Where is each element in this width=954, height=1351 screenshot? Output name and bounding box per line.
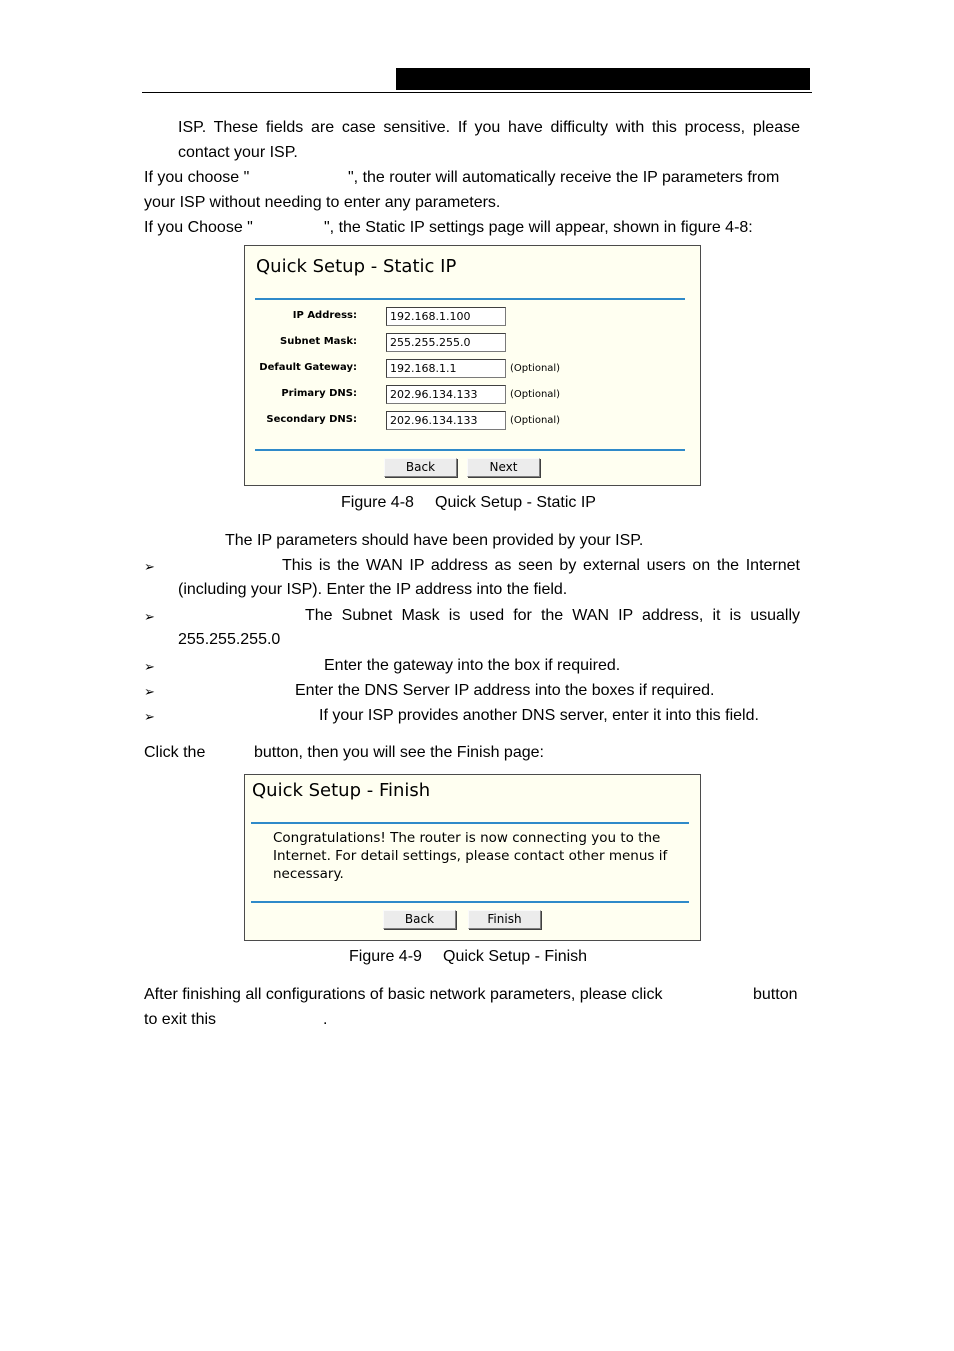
finish-button[interactable]: Finish <box>468 910 541 929</box>
divider <box>251 901 689 903</box>
bullet-arrow-icon: ➢ <box>144 709 155 724</box>
paragraph-line: button <box>753 986 798 1003</box>
finish-message <box>273 829 667 883</box>
figure-number: Figure 4-9 <box>349 948 422 965</box>
paragraph-line: ISP. These fields are case sensitive. If you have difficulty with this process, please <box>178 119 800 136</box>
optional-note: (Optional) <box>510 363 561 374</box>
optional-note: (Optional) <box>510 415 561 426</box>
subnet-mask-input[interactable]: 255.255.255.0 <box>386 333 506 352</box>
bullet-text: If your ISP provides another DNS server, enter it into this field. <box>319 707 759 724</box>
divider <box>255 449 685 451</box>
bullet-text: 255.255.255.0 <box>178 631 281 648</box>
paragraph-line: button, then you will see the Finish page: <box>254 744 544 761</box>
panel-title: Quick Setup - Finish <box>252 780 431 801</box>
next-button[interactable]: Next <box>467 458 540 477</box>
header-rule <box>142 92 812 93</box>
paragraph-line: your ISP without needing to enter any parameters. <box>144 194 501 211</box>
paragraph-line: ", the Static IP settings page will appear, shown in figure 4-8: <box>324 219 753 236</box>
default-gateway-label: Default Gateway: <box>259 362 357 373</box>
secondary-dns-input[interactable]: 202.96.134.133 <box>386 411 506 430</box>
ip-address-input[interactable]: 192.168.1.100 <box>386 307 506 326</box>
divider <box>255 298 685 300</box>
bullet-text: Enter the gateway into the box if required. <box>324 657 621 674</box>
paragraph-line: Click the <box>144 744 206 761</box>
static-ip-panel <box>244 245 701 486</box>
secondary-dns-label: Secondary DNS: <box>266 414 357 425</box>
header-bar <box>396 68 810 90</box>
bullet-text: The Subnet Mask is used for the WAN IP address, it is usually <box>305 607 800 624</box>
bullet-text: (including your ISP). Enter the IP address into the field. <box>178 581 568 598</box>
finish-message-line: Internet. For detail settings, please contact other menus if <box>273 848 668 864</box>
primary-dns-label: Primary DNS: <box>281 388 357 399</box>
optional-note: (Optional) <box>510 389 561 400</box>
subnet-mask-label: Subnet Mask: <box>280 336 357 347</box>
primary-dns-input[interactable]: 202.96.134.133 <box>386 385 506 404</box>
divider <box>251 822 689 824</box>
paragraph-line: . <box>323 1011 328 1028</box>
paragraph-line: to exit this <box>144 1011 217 1028</box>
bullet-arrow-icon: ➢ <box>144 559 155 574</box>
ip-address-label: IP Address: <box>292 310 357 321</box>
default-gateway-input[interactable]: 192.168.1.1 <box>386 359 506 378</box>
finish-message-line: Congratulations! The router is now connecting you to the <box>273 830 661 846</box>
figure-caption: Quick Setup - Finish <box>443 948 588 965</box>
finish-message-line: necessary. <box>273 866 344 882</box>
bullet-text: This is the WAN IP address as seen by external users on the Internet <box>282 557 800 574</box>
back-button[interactable]: Back <box>384 458 457 477</box>
paragraph-line: contact your ISP. <box>178 144 298 161</box>
bullet-arrow-icon: ➢ <box>144 684 155 699</box>
bullet-arrow-icon: ➢ <box>144 609 155 624</box>
figure-number: Figure 4-8 <box>341 494 414 511</box>
paragraph-line: ", the router will automatically receive the IP parameters from <box>348 169 780 186</box>
panel-title: Quick Setup - Static IP <box>256 256 457 277</box>
note-line: The IP parameters should have been provided by your ISP. <box>225 532 644 549</box>
bullet-text: Enter the DNS Server IP address into the boxes if required. <box>295 682 715 699</box>
paragraph-line: If you Choose " <box>144 219 253 236</box>
bullet-arrow-icon: ➢ <box>144 659 155 674</box>
finish-panel <box>244 774 701 941</box>
paragraph-line: If you choose " <box>144 169 250 186</box>
figure-caption: Quick Setup - Static IP <box>435 494 596 511</box>
paragraph-line: After finishing all configurations of basic network parameters, please click <box>144 986 663 1003</box>
back-button[interactable]: Back <box>383 910 456 929</box>
